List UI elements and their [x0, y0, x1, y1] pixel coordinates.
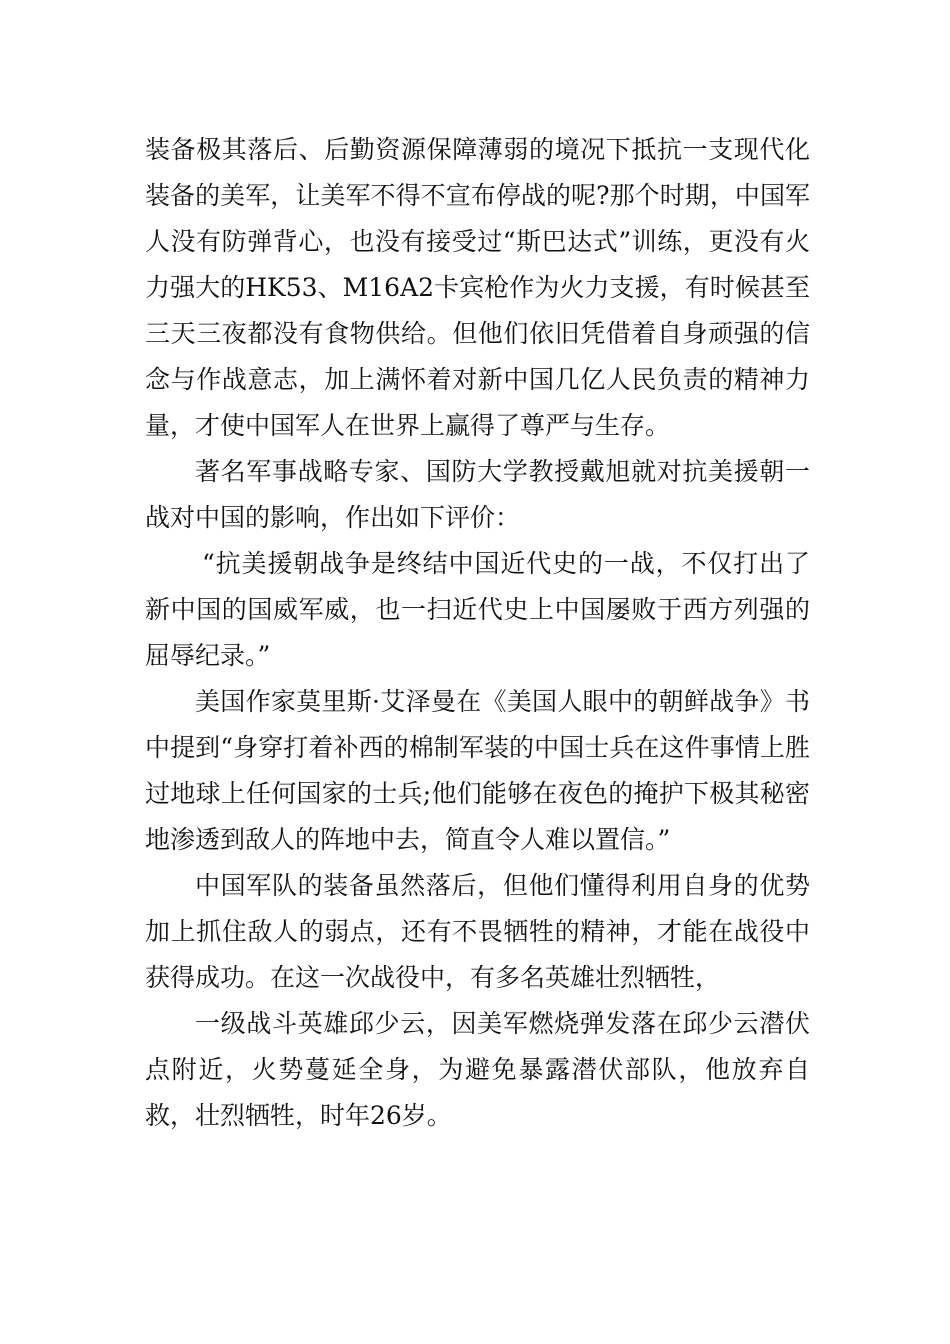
paragraph-expert-quote: “抗美援朝战争是终结中国近代史的一战，不仅打出了新中国的国威军威，也一扫近代史上中国屡败于西方列强的屈辱纪录。” — [145, 549, 810, 670]
document-body — [145, 127, 810, 1139]
paragraph-author-quote: 美国作家莫里斯·艾泽曼在《美国人眼中的朝鲜战争》书中提到“身穿打着补西的棉制军装的中国士兵在这件事情上胜过地球上任何国家的士兵;他们能够在夜色的掩护下极其秘密地渗透到敌人的阵地中去，简直令人难以置信。” — [145, 687, 810, 854]
paragraph-continuation: 装备极其落后、后勤资源保障薄弱的境况下抵抗一支现代化装备的美军，让美军不得不宣布停战的呢?那个时期，中国军人没有防弹背心，也没有接受过“斯巴达式”训练，更没有火力强大的HK53、M16A2卡宾枪作为火力支援，有时候甚至三天三夜都没有食物供给。但他们依旧凭借着自身顽强的信念与作战意志，加上满怀着对新中国几亿人民负责的精神力量，才使中国军人在世界上赢得了尊严与生存。 — [145, 135, 810, 440]
paragraph-expert-intro: 著名军事战略专家、国防大学教授戴旭就对抗美援朝一战对中国的影响，作出如下评价： — [145, 457, 810, 532]
paragraph-army-advantage: 中国军队的装备虽然落后，但他们懂得利用自身的优势加上抓住敌人的弱点，还有不畏牺牲的精神，才能在战役中获得成功。在这一次战役中，有多名英雄壮烈牺牲， — [145, 871, 810, 992]
paragraph-hero: 一级战斗英雄邱少云，因美军燃烧弹发落在邱少云潜伏点附近，火势蔓延全身，为避免暴露潜伏部队，他放弃自救，壮烈牺牲，时年26岁。 — [145, 1009, 810, 1130]
